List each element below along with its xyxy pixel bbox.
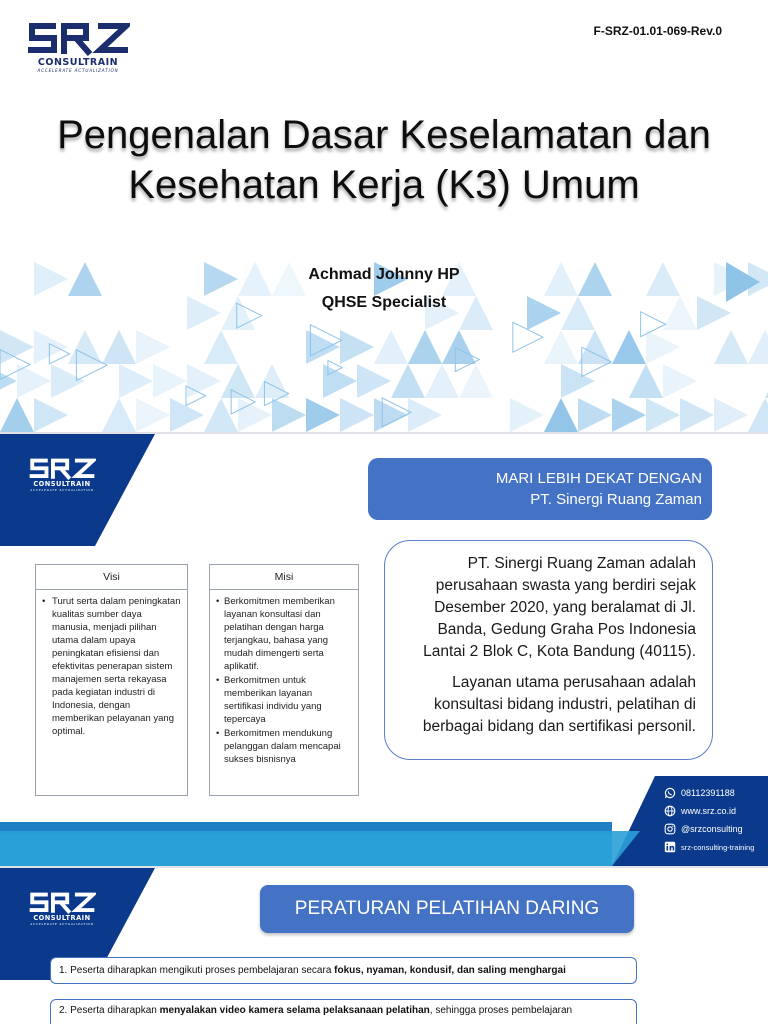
decorative-triangle: [306, 398, 340, 432]
visi-item: • Turut serta dalam peningkatan kualitas sumber daya manusia, menjadi pilihan utama dalam upaya peningkatan efisiensi dan efektivitas penerapan sistem manajemen serta rekayasa pada kegiatan industri di Indonesia, dengan memberikan pelayanan yang optimal.: [42, 595, 181, 738]
decorative-triangle: [187, 364, 221, 398]
decorative-triangle: [748, 398, 768, 432]
decorative-triangle: [408, 330, 442, 364]
contact-text: @srzconsulting: [681, 824, 743, 834]
decorative-triangle: [204, 330, 238, 364]
rule-text: 2. Peserta diharapkan: [59, 1005, 160, 1016]
rule-text: , sehingga proses pembelajaran: [429, 1005, 573, 1016]
decorative-triangle: [0, 364, 17, 398]
misi-list: [210, 590, 358, 767]
decorative-triangle: [374, 398, 408, 432]
srz-logo-mark: [28, 458, 96, 480]
decorative-triangle: [646, 398, 680, 432]
logo-tagline: ACCELERATE ACTUALIZATION: [30, 922, 94, 926]
rule-emphasis: fokus, nyaman, kondusif, dan saling menghargai: [334, 965, 566, 976]
decorative-triangle: [680, 398, 714, 432]
decorative-triangle: [714, 398, 748, 432]
decorative-triangle: [170, 398, 204, 432]
decorative-triangle: [340, 398, 374, 432]
decorative-triangle: [0, 398, 34, 432]
contact-whatsapp[interactable]: [664, 784, 764, 802]
decorative-triangle: [34, 330, 68, 364]
decorative-triangle: [425, 364, 459, 398]
decorative-triangle: [544, 330, 578, 364]
misi-item: • Berkomitmen untuk memberikan layanan sertifikasi individu yang tepercaya: [216, 674, 352, 726]
srz-logo-white: [28, 892, 96, 926]
company-header-pill: [368, 458, 712, 520]
decorative-triangle: [238, 398, 272, 432]
decorative-triangle: [612, 398, 646, 432]
decorative-triangle: [153, 364, 187, 398]
title-line-2: Kesehatan Kerja (K3) Umum: [128, 163, 640, 207]
linkedin-icon: [664, 841, 676, 853]
rules-slide: [0, 868, 768, 1024]
misi-item: • Berkomitmen memberikan layanan konsultasi dan pelatihan dengan harga terjangkau, bahasa yang mudah dimengerti serta aplikatif.: [216, 595, 352, 673]
presenter-name: Achmad Johnny HP: [308, 266, 460, 283]
header-line-2: PT. Sinergi Ruang Zaman: [530, 491, 702, 508]
decorative-triangle: [272, 398, 306, 432]
title-line-1: Pengenalan Dasar Keselamatan dan: [57, 113, 711, 157]
decorative-triangle: [646, 330, 680, 364]
decorative-triangle: [102, 330, 136, 364]
document-code: F-SRZ-01.01-069-Rev.0: [593, 24, 722, 38]
contact-text: srz-consulting-training: [681, 842, 755, 852]
visi-list: [36, 590, 187, 739]
srz-logo-mark: [26, 22, 130, 56]
decorative-triangle: [629, 364, 663, 398]
decorative-triangle: [255, 364, 289, 398]
decorative-triangle: [68, 330, 102, 364]
decorative-triangle: [136, 398, 170, 432]
decorative-triangle: [578, 398, 612, 432]
decorative-triangle: [306, 330, 340, 364]
decorative-triangle: [374, 330, 408, 364]
rule-emphasis: menyalakan video kamera selama pelaksanaan pelatihan: [159, 1005, 430, 1016]
instagram-icon: [664, 823, 676, 835]
company-description-box: [384, 540, 713, 760]
misi-box: [209, 564, 359, 796]
decorative-triangle: [442, 330, 476, 364]
decorative-triangle: [119, 364, 153, 398]
misi-item: • Berkomitmen mendukung pelanggan dalam mencapai sukses bisnisnya: [216, 727, 352, 766]
decorative-triangle: [17, 364, 51, 398]
decorative-triangle: [544, 398, 578, 432]
logo-consultrain-text: CONSULTRAIN: [37, 57, 119, 68]
presenter-block: [0, 261, 768, 317]
decorative-triangle: [714, 330, 748, 364]
title-slide: [0, 0, 768, 432]
decorative-triangle: [663, 364, 697, 398]
srz-logo-white: [28, 458, 96, 492]
rule-item-2: [50, 999, 637, 1024]
decorative-triangle: [510, 398, 544, 432]
decorative-triangle: [51, 364, 85, 398]
globe-icon: [664, 805, 676, 817]
decorative-triangle: [357, 364, 391, 398]
decorative-triangle: [561, 364, 595, 398]
contact-instagram[interactable]: [664, 820, 764, 838]
contact-list: [664, 784, 764, 856]
decorative-triangle: [136, 330, 170, 364]
contact-text: www.srz.co.id: [681, 806, 737, 816]
logo-tagline: ACCELERATE ACTUALIZATION: [37, 68, 119, 73]
company-profile-slide: [0, 434, 768, 866]
company-description-paragraph-2: Layanan utama perusahaan adalah konsultasi bidang industri, pelatihan di berbagai bidang dan sertifikasi personil.: [422, 674, 696, 735]
contact-website[interactable]: [664, 802, 764, 820]
decorative-triangle: [0, 330, 34, 364]
logo-consultrain-text: CONSULTRAIN: [33, 480, 91, 488]
decorative-triangle: [204, 398, 238, 432]
contact-linkedin[interactable]: [664, 838, 764, 856]
decorative-triangle: [459, 364, 493, 398]
company-description-paragraph-1: PT. Sinergi Ruang Zaman adalah perusahaan swasta yang berdiri sejak Desember 2020, yang beralamat di Jl. Banda, Gedung Graha Pos Indonesia Lantai 2 Blok C, Kota Bandung (40115).: [423, 555, 696, 660]
visi-heading: Visi: [36, 565, 187, 590]
logo-tagline: ACCELERATE ACTUALIZATION: [30, 488, 94, 492]
presenter-role: QHSE Specialist: [321, 294, 447, 311]
header-line-1: MARI LEBIH DEKAT DENGAN: [495, 470, 702, 487]
misi-heading: Misi: [210, 565, 358, 590]
rule-item-1: [50, 957, 637, 984]
decorative-triangle: [391, 364, 425, 398]
decorative-triangle: [34, 398, 68, 432]
rule-text: 1. Peserta diharapkan mengikuti proses pembelajaran secara: [59, 965, 335, 976]
whatsapp-icon: [664, 787, 676, 799]
slide-title: [0, 110, 768, 210]
decorative-triangle: [340, 330, 374, 364]
contact-text: 08112391188: [681, 788, 735, 798]
decorative-triangle: [578, 330, 612, 364]
srz-logo: [26, 22, 130, 73]
decorative-triangle: [408, 398, 442, 432]
decorative-triangle: [748, 330, 768, 364]
logo-consultrain-text: CONSULTRAIN: [33, 914, 91, 922]
srz-logo-mark: [28, 892, 96, 914]
visi-box: [35, 564, 188, 796]
decorative-triangle: [102, 398, 136, 432]
rules-header-pill: PERATURAN PELATIHAN DARING: [260, 885, 634, 933]
